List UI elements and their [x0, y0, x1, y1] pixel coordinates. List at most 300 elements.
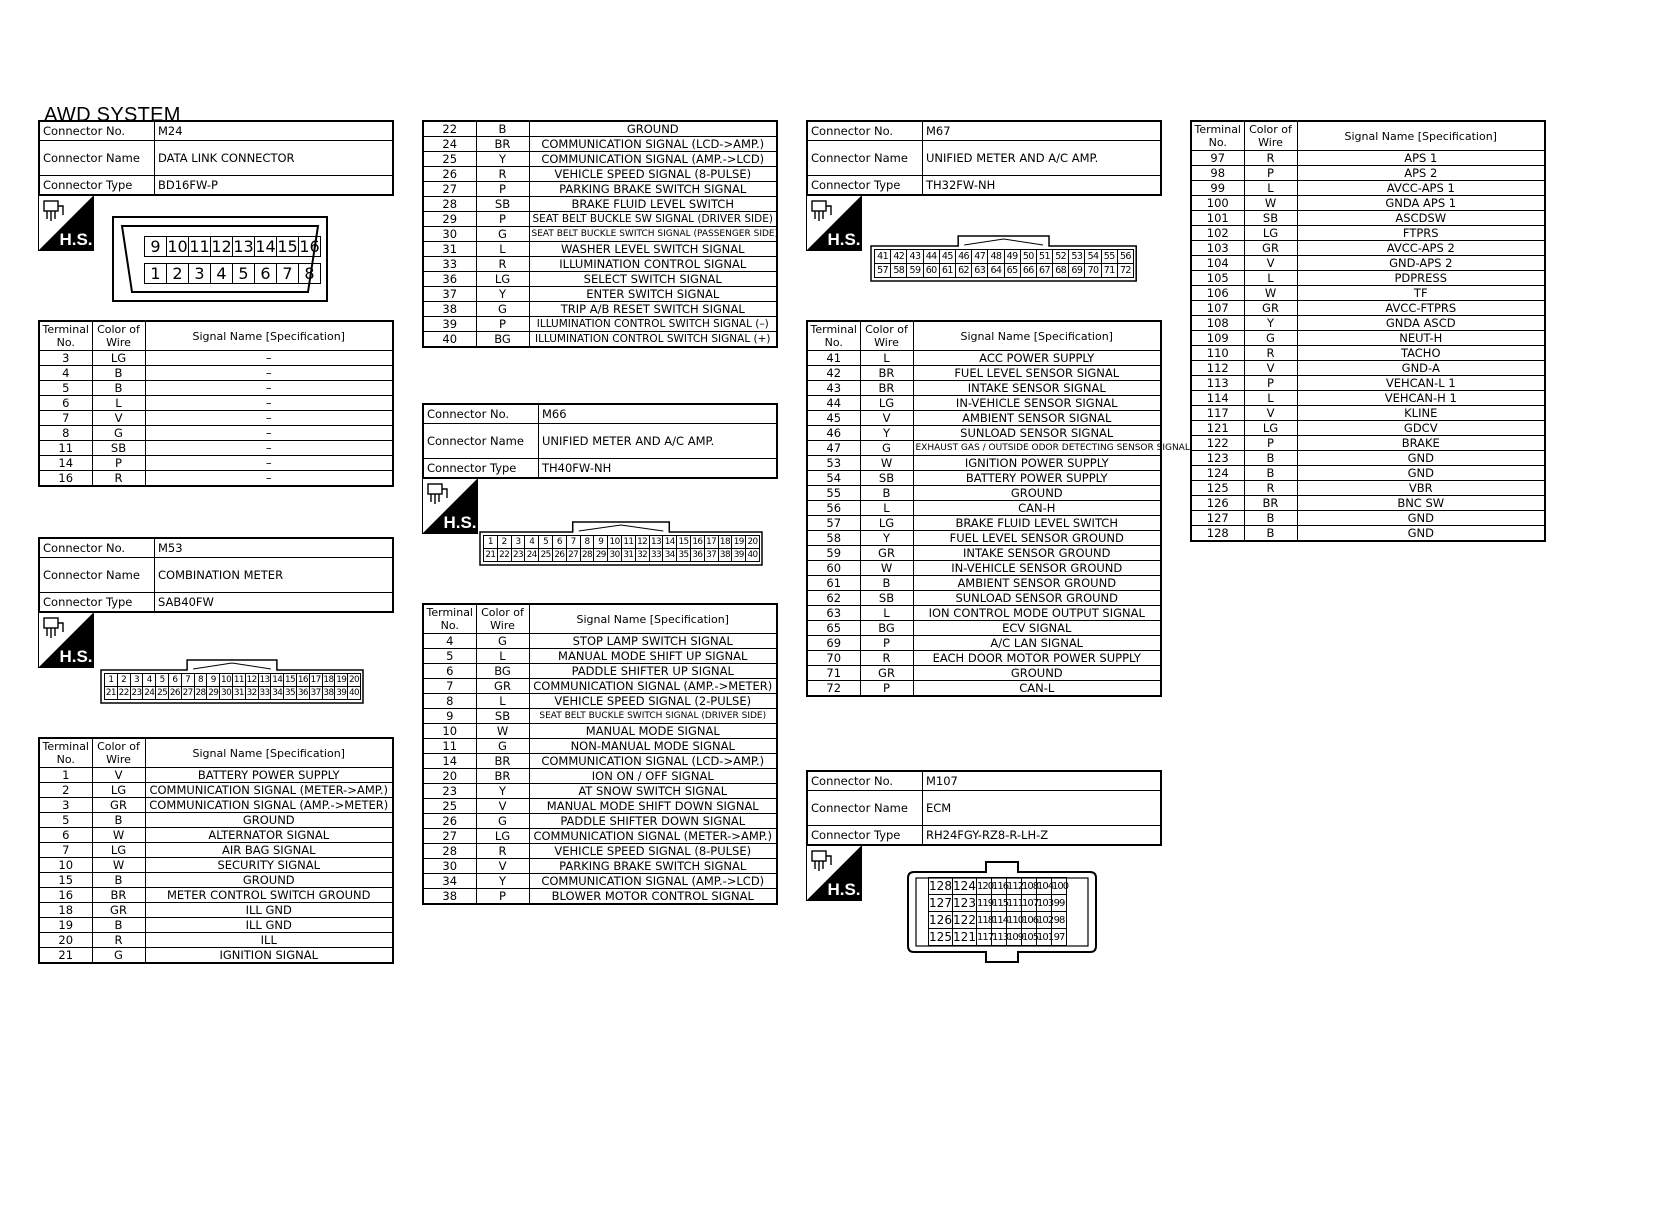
- connector-pin: 122: [953, 913, 976, 927]
- terminal-no: 38: [423, 889, 476, 905]
- connector-pin: 11: [189, 237, 210, 256]
- terminal-table-m66: [422, 603, 778, 905]
- wire-color: G: [860, 441, 913, 456]
- table-row: [1191, 241, 1545, 256]
- wire-color: G: [476, 227, 529, 242]
- connector-pin: 39: [731, 548, 746, 562]
- connector-pin: 97: [1051, 928, 1067, 946]
- signal-name: WASHER LEVEL SWITCH SIGNAL: [529, 242, 777, 257]
- wire-color: G: [476, 814, 529, 829]
- signal-name: –: [145, 426, 393, 441]
- terminal-no: 5: [39, 813, 92, 828]
- table-row: [423, 754, 777, 769]
- wire-color: P: [92, 456, 145, 471]
- terminal-table-m24: [38, 320, 394, 487]
- connector-pin: 5: [538, 535, 553, 549]
- connector-name-value: COMBINATION METER: [155, 558, 394, 593]
- wire-color: LG: [476, 829, 529, 844]
- terminal-no: 40: [423, 332, 476, 348]
- terminal-no: 44: [807, 396, 860, 411]
- color-of-wire-header: Color of Wire: [476, 604, 529, 634]
- connector-type-label: Connector Type: [39, 176, 155, 196]
- table-row: [423, 257, 777, 272]
- wire-color: GR: [860, 666, 913, 681]
- connector-pin: 54: [1084, 249, 1101, 264]
- table-row: [1191, 406, 1545, 421]
- connector-no-value: M53: [155, 538, 394, 558]
- connector-pin: 29: [208, 688, 219, 698]
- terminal-no: 46: [807, 426, 860, 441]
- connector-pin: 2: [497, 535, 512, 549]
- connector-pin: 99: [1051, 894, 1067, 912]
- connector-type-row: [423, 459, 777, 479]
- table-header: [807, 321, 1161, 351]
- wire-color: W: [476, 724, 529, 739]
- wire-color: BR: [860, 366, 913, 381]
- connector-pin: 61: [939, 263, 956, 278]
- table-row: [807, 486, 1161, 501]
- table-row: [1191, 526, 1545, 542]
- signal-name: BLOWER MOTOR CONTROL SIGNAL: [529, 889, 777, 905]
- signal-name: GROUND: [145, 813, 393, 828]
- terminal-no: 107: [1191, 301, 1244, 316]
- wire-color: B: [92, 813, 145, 828]
- connector-pin: 70: [1084, 263, 1101, 278]
- connector-pin: 4: [210, 263, 233, 284]
- table-row: [807, 471, 1161, 486]
- table-row: [39, 888, 393, 903]
- table-row: [1191, 496, 1545, 511]
- connector-pin: 9: [593, 535, 608, 549]
- signal-name: GND: [1297, 466, 1545, 481]
- connector-pin: 10: [607, 535, 622, 549]
- wire-color: P: [476, 182, 529, 197]
- wire-color: LG: [92, 843, 145, 858]
- connector-name-label: Connector Name: [423, 424, 539, 459]
- table-row: [807, 426, 1161, 441]
- wire-color: BG: [860, 621, 913, 636]
- table-row: [39, 366, 393, 381]
- connector-pin: 26: [169, 688, 180, 698]
- signal-name: GROUND: [145, 873, 393, 888]
- signal-name: IN-VEHICLE SENSOR SIGNAL: [913, 396, 1161, 411]
- terminal-no: 37: [423, 287, 476, 302]
- signal-name: SUNLOAD SENSOR GROUND: [913, 591, 1161, 606]
- terminal-no: 97: [1191, 151, 1244, 166]
- wire-color: V: [1244, 256, 1297, 271]
- table-row: [423, 287, 777, 302]
- signal-name: ILLUMINATION CONTROL SWITCH SIGNAL (–): [529, 317, 777, 332]
- terminal-no: 70: [807, 651, 860, 666]
- signal-name: GND: [1297, 451, 1545, 466]
- signal-name: GROUND: [529, 121, 777, 137]
- terminal-no: 110: [1191, 346, 1244, 361]
- connector-pin: 41: [874, 249, 891, 264]
- connector-pin: 103: [1036, 894, 1052, 912]
- connector-pin: 25: [157, 688, 168, 698]
- signal-name: GND: [1297, 511, 1545, 526]
- connector-pin: 38: [718, 548, 733, 562]
- connector-pin: 13: [233, 237, 254, 256]
- wire-color: P: [476, 317, 529, 332]
- terminal-no: 21: [39, 948, 92, 964]
- terminal-no: 6: [39, 396, 92, 411]
- signal-name: GNDA ASCD: [1297, 316, 1545, 331]
- wire-color: B: [92, 873, 145, 888]
- connector-pin: 40: [349, 688, 360, 698]
- terminal-no: 8: [423, 694, 476, 709]
- table-row: [423, 679, 777, 694]
- table-row: [39, 903, 393, 918]
- connector-pin: 100: [1051, 877, 1067, 895]
- terminal-no: 4: [39, 366, 92, 381]
- connector-pin: 118: [976, 911, 992, 929]
- wire-color: L: [860, 351, 913, 366]
- terminal-no: 56: [807, 501, 860, 516]
- table-row: [807, 546, 1161, 561]
- wire-color: LG: [1244, 421, 1297, 436]
- terminal-no-header: Terminal No.: [1191, 121, 1244, 151]
- connector-pin: 36: [690, 548, 705, 562]
- signal-name: TRIP A/B RESET SWITCH SIGNAL: [529, 302, 777, 317]
- signal-name: ENTER SWITCH SIGNAL: [529, 287, 777, 302]
- wire-color: B: [1244, 466, 1297, 481]
- terminal-no: 112: [1191, 361, 1244, 376]
- connector-pin: 5: [232, 263, 255, 284]
- table-row: [423, 137, 777, 152]
- wire-color: R: [92, 471, 145, 487]
- terminal-no: 22: [423, 121, 476, 137]
- hs-label: H.S.: [827, 880, 861, 899]
- signal-name: ILLUMINATION CONTROL SWITCH SIGNAL (+): [529, 332, 777, 348]
- signal-name: MANUAL MODE SIGNAL: [529, 724, 777, 739]
- wire-color: B: [92, 381, 145, 396]
- table-row: [423, 829, 777, 844]
- terminal-no: 60: [807, 561, 860, 576]
- wire-color: W: [860, 561, 913, 576]
- connector-pin: 20: [349, 675, 360, 685]
- wire-color: L: [476, 242, 529, 257]
- wire-color: P: [860, 636, 913, 651]
- connector-face-m24: [112, 216, 328, 302]
- connector-pin: 109: [1006, 928, 1022, 946]
- connector-no-row: [807, 121, 1161, 141]
- connector-pin: 12: [211, 237, 232, 256]
- signal-name-header: Signal Name [Specification]: [913, 321, 1161, 351]
- terminal-no: 104: [1191, 256, 1244, 271]
- wire-color: B: [1244, 526, 1297, 542]
- connector-name-label: Connector Name: [807, 141, 923, 176]
- table-row: [423, 889, 777, 905]
- terminal-no: 103: [1191, 241, 1244, 256]
- terminal-no: 43: [807, 381, 860, 396]
- connector-pin: 68: [1052, 263, 1069, 278]
- connector-no-label: Connector No.: [807, 121, 923, 141]
- signal-name: AMBIENT SENSOR GROUND: [913, 576, 1161, 591]
- connector-type-row: [807, 826, 1161, 846]
- harness-side-icon: [422, 478, 478, 534]
- terminal-no: 114: [1191, 391, 1244, 406]
- connector-pin: 6: [552, 535, 567, 549]
- wire-color: B: [476, 121, 529, 137]
- table-row: [807, 636, 1161, 651]
- table-row: [39, 813, 393, 828]
- table-row: [1191, 436, 1545, 451]
- signal-name: GND-APS 2: [1297, 256, 1545, 271]
- table-row: [1191, 286, 1545, 301]
- signal-name: VEHICLE SPEED SIGNAL (8-PULSE): [529, 167, 777, 182]
- connector-pin: 119: [976, 894, 992, 912]
- wire-color: R: [1244, 346, 1297, 361]
- wire-color: V: [476, 859, 529, 874]
- wire-color: SB: [860, 471, 913, 486]
- connector-pin: 69: [1068, 263, 1085, 278]
- connector-pin: 28: [195, 688, 206, 698]
- wire-color: Y: [476, 784, 529, 799]
- table-row: [39, 873, 393, 888]
- signal-name: COMMUNICATION SIGNAL (METER->AMP.): [529, 829, 777, 844]
- connector-pin: 17: [704, 535, 719, 549]
- terminal-table-m53: [38, 737, 394, 964]
- connector-pin: 32: [635, 548, 650, 562]
- signal-name: ECV SIGNAL: [913, 621, 1161, 636]
- table-row: [1191, 316, 1545, 331]
- color-of-wire-header: Color of Wire: [1244, 121, 1297, 151]
- wire-color: L: [860, 606, 913, 621]
- wire-color: LG: [1244, 226, 1297, 241]
- connector-type-value: TH32FW-NH: [923, 176, 1162, 196]
- connector-type-row: [807, 176, 1161, 196]
- table-row: [39, 396, 393, 411]
- signal-name: ILLUMINATION CONTROL SIGNAL: [529, 257, 777, 272]
- connector-pin: 114: [991, 911, 1007, 929]
- connector-name-row: [807, 791, 1161, 826]
- connector-pin: 23: [511, 548, 526, 562]
- connector-pin: 106: [1021, 911, 1037, 929]
- connector-pin: 17: [310, 675, 321, 685]
- signal-name: SEAT BELT BUCKLE SW SIGNAL (DRIVER SIDE): [529, 212, 777, 227]
- terminal-no: 25: [423, 799, 476, 814]
- terminal-no: 23: [423, 784, 476, 799]
- signal-name: NON-MANUAL MODE SIGNAL: [529, 739, 777, 754]
- connector-pin: 51: [1036, 249, 1053, 264]
- connector-pin: 24: [524, 548, 539, 562]
- table-header: [39, 321, 393, 351]
- connector-name-row: [807, 141, 1161, 176]
- connector-pin: 120: [976, 877, 992, 895]
- terminal-no: 69: [807, 636, 860, 651]
- signal-name: GROUND: [913, 666, 1161, 681]
- signal-name: KLINE: [1297, 406, 1545, 421]
- table-row: [423, 799, 777, 814]
- connector-pin: 1: [104, 673, 118, 687]
- signal-name: IGNITION SIGNAL: [145, 948, 393, 964]
- table-row: [39, 381, 393, 396]
- terminal-no: 41: [807, 351, 860, 366]
- signal-name: IGNITION POWER SUPPLY: [913, 456, 1161, 471]
- terminal-no: 122: [1191, 436, 1244, 451]
- signal-name: COMMUNICATION SIGNAL (LCD->AMP.): [529, 137, 777, 152]
- signal-name: –: [145, 366, 393, 381]
- connector-pin: 102: [1036, 911, 1052, 929]
- wire-color: Y: [476, 874, 529, 889]
- terminal-no: 20: [39, 933, 92, 948]
- wire-color: W: [860, 456, 913, 471]
- terminal-no: 126: [1191, 496, 1244, 511]
- connector-pin: 63: [971, 263, 988, 278]
- terminal-no: 124: [1191, 466, 1244, 481]
- connector-pin: 124: [953, 879, 976, 893]
- wire-color: Y: [1244, 316, 1297, 331]
- signal-name: BATTERY POWER SUPPLY: [145, 768, 393, 783]
- connector-pin: 27: [182, 688, 193, 698]
- connector-pin: 58: [890, 263, 907, 278]
- connector-pin: 33: [259, 688, 270, 698]
- table-row: [807, 366, 1161, 381]
- signal-name: INTAKE SENSOR SIGNAL: [913, 381, 1161, 396]
- terminal-no: 62: [807, 591, 860, 606]
- connector-pin: 11: [233, 675, 244, 685]
- connector-pin: 34: [662, 548, 677, 562]
- connector-pin: 25: [538, 548, 553, 562]
- table-row: [423, 709, 777, 724]
- table-row: [423, 694, 777, 709]
- wire-color: G: [476, 739, 529, 754]
- wire-color: L: [860, 501, 913, 516]
- wire-color: GR: [1244, 301, 1297, 316]
- connector-pin: 6: [168, 673, 182, 687]
- table-row: [1191, 301, 1545, 316]
- terminal-no: 5: [423, 649, 476, 664]
- table-row: [1191, 226, 1545, 241]
- signal-name: GND-A: [1297, 361, 1545, 376]
- connector-type-label: Connector Type: [807, 176, 923, 196]
- signal-name: COMMUNICATION SIGNAL (METER->AMP.): [145, 783, 393, 798]
- connector-face-m107: [906, 858, 1098, 966]
- wire-color: Y: [476, 287, 529, 302]
- signal-name: AIR BAG SIGNAL: [145, 843, 393, 858]
- connector-no-label: Connector No.: [423, 404, 539, 424]
- table-row: [807, 606, 1161, 621]
- table-row: [39, 471, 393, 487]
- wire-color: L: [476, 649, 529, 664]
- wire-color: GR: [860, 546, 913, 561]
- connector-pin: 14: [255, 237, 276, 256]
- table-row: [807, 591, 1161, 606]
- terminal-no: 8: [39, 426, 92, 441]
- connector-pin: 31: [621, 548, 636, 562]
- terminal-no: 125: [1191, 481, 1244, 496]
- table-row: [807, 516, 1161, 531]
- connector-info-m67: [806, 120, 1162, 196]
- terminal-no: 128: [1191, 526, 1244, 542]
- table-row: [1191, 481, 1545, 496]
- signal-name: PARKING BRAKE SWITCH SIGNAL: [529, 859, 777, 874]
- connector-pin: 113: [991, 928, 1007, 946]
- wire-color: G: [476, 302, 529, 317]
- connector-pin: 127: [929, 896, 952, 910]
- connector-pin: 12: [246, 675, 257, 685]
- connector-info-m66: [422, 403, 778, 479]
- connector-pin: 15: [277, 237, 298, 256]
- wire-color: B: [860, 486, 913, 501]
- table-row: [1191, 451, 1545, 466]
- terminal-no: 11: [39, 441, 92, 456]
- signal-name: INTAKE SENSOR GROUND: [913, 546, 1161, 561]
- table-row: [807, 531, 1161, 546]
- wire-color: SB: [1244, 211, 1297, 226]
- connector-pin: 71: [1101, 263, 1118, 278]
- connector-type-value: BD16FW-P: [155, 176, 394, 196]
- signal-name: –: [145, 396, 393, 411]
- hs-label: H.S.: [59, 230, 93, 249]
- wire-color: V: [1244, 361, 1297, 376]
- terminal-no: 28: [423, 197, 476, 212]
- wire-color: SB: [92, 441, 145, 456]
- signal-name: VBR: [1297, 481, 1545, 496]
- table-row: [423, 182, 777, 197]
- connector-type-value: RH24FGY-RZ8-R-LH-Z: [923, 826, 1162, 846]
- signal-name: ACC POWER SUPPLY: [913, 351, 1161, 366]
- wire-color: BR: [476, 137, 529, 152]
- connector-pin: 22: [118, 688, 129, 698]
- signal-name: COMMUNICATION SIGNAL (LCD->AMP.): [529, 754, 777, 769]
- color-of-wire-header: Color of Wire: [860, 321, 913, 351]
- connector-pin: 59: [906, 263, 923, 278]
- terminal-no: 108: [1191, 316, 1244, 331]
- connector-pin: 14: [272, 675, 283, 685]
- connector-pin: 53: [1068, 249, 1085, 264]
- terminal-no: 31: [423, 242, 476, 257]
- connector-pin: 101: [1036, 928, 1052, 946]
- wire-color: B: [92, 918, 145, 933]
- signal-name: BRAKE FLUID LEVEL SWITCH: [913, 516, 1161, 531]
- wire-color: L: [1244, 181, 1297, 196]
- table-row: [39, 783, 393, 798]
- connector-pin: 10: [167, 237, 188, 256]
- signal-name: ALTERNATOR SIGNAL: [145, 828, 393, 843]
- connector-pin: 3: [511, 535, 526, 549]
- terminal-no: 29: [423, 212, 476, 227]
- signal-name: SEAT BELT BUCKLE SWITCH SIGNAL (PASSENGER SIDE): [529, 227, 777, 242]
- signal-name: CAN-L: [913, 681, 1161, 697]
- signal-name: COMMUNICATION SIGNAL (AMP.->LCD): [529, 152, 777, 167]
- terminal-no: 123: [1191, 451, 1244, 466]
- terminal-no: 127: [1191, 511, 1244, 526]
- wire-color: LG: [92, 351, 145, 366]
- signal-name: AVCC-APS 2: [1297, 241, 1545, 256]
- terminal-no: 6: [423, 664, 476, 679]
- wire-color: BR: [476, 769, 529, 784]
- connector-no-value: M24: [155, 121, 394, 141]
- connector-pin: 15: [285, 675, 296, 685]
- signal-name: VEHCAN-H 1: [1297, 391, 1545, 406]
- signal-name: BATTERY POWER SUPPLY: [913, 471, 1161, 486]
- terminal-no: 26: [423, 814, 476, 829]
- connector-pin: 43: [906, 249, 923, 264]
- signal-name: AVCC-APS 1: [1297, 181, 1545, 196]
- connector-no-value: M107: [923, 771, 1162, 791]
- table-row: [423, 769, 777, 784]
- connector-no-label: Connector No.: [39, 538, 155, 558]
- wire-color: R: [92, 933, 145, 948]
- signal-name: VEHICLE SPEED SIGNAL (8-PULSE): [529, 844, 777, 859]
- signal-name: EACH DOOR MOTOR POWER SUPPLY: [913, 651, 1161, 666]
- table-row: [423, 634, 777, 649]
- signal-name: TF: [1297, 286, 1545, 301]
- wire-color: Y: [476, 152, 529, 167]
- signal-name: VEHICLE SPEED SIGNAL (2-PULSE): [529, 694, 777, 709]
